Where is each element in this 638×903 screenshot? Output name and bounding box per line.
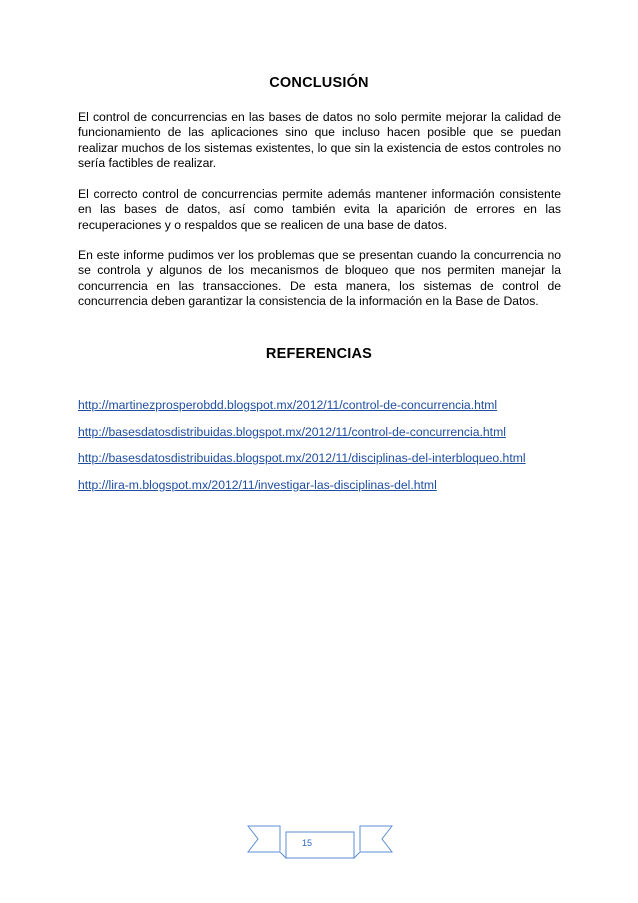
references-list: [78, 398, 578, 504]
references-heading: REFERENCIAS: [265, 346, 373, 362]
reference-item: [78, 451, 578, 478]
reference-link-1[interactable]: http://martinezprosperobdd.blogspot.mx/2012/11/control-de-concurrencia.html: [78, 398, 498, 412]
conclusion-paragraph-1: El control de concurrencias en las bases de datos no solo permite mejorar la calidad de funcionamiento de las aplicaciones sino que incluso hacen posible que se puedan realizar muchos de los sistemas existentes, lo que sin la existencia de estos controles no sería factibles de realizar.: [78, 110, 561, 171]
reference-link-2[interactable]: http://basesdatosdistribuidas.blogspot.mx/2012/11/control-de-concurrencia.html: [78, 424, 506, 439]
conclusion-paragraph-3: En este informe pudimos ver los problemas que se presentan cuando la concurrencia no se controla y algunos de los mecanismos de bloqueo que nos permiten manejar la concurrencia en las transacciones. De esta manera, los sistemas de control de concurrencia deben garantizar la consistencia de la información en la Base de Datos.: [78, 248, 561, 309]
reference-item: [78, 398, 578, 425]
conclusion-heading: CONCLUSIÓN: [269, 75, 369, 91]
reference-item: [78, 478, 578, 505]
reference-link-3[interactable]: http://basesdatosdistribuidas.blogspot.mx/2012/11/disciplinas-del-interbloqueo.html: [78, 451, 526, 465]
conclusion-paragraph-2: El correcto control de concurrencias permite además mantener información consistente en las bases de datos, así como también evita la aparición de errores en las recuperaciones y o respaldos que se realicen de una base de datos.: [78, 187, 561, 232]
reference-item: [78, 425, 578, 452]
reference-link-4[interactable]: http://lira-m.blogspot.mx/2012/11/investigar-las-disciplinas-del.html: [78, 477, 437, 492]
page-number: 15: [301, 838, 312, 848]
